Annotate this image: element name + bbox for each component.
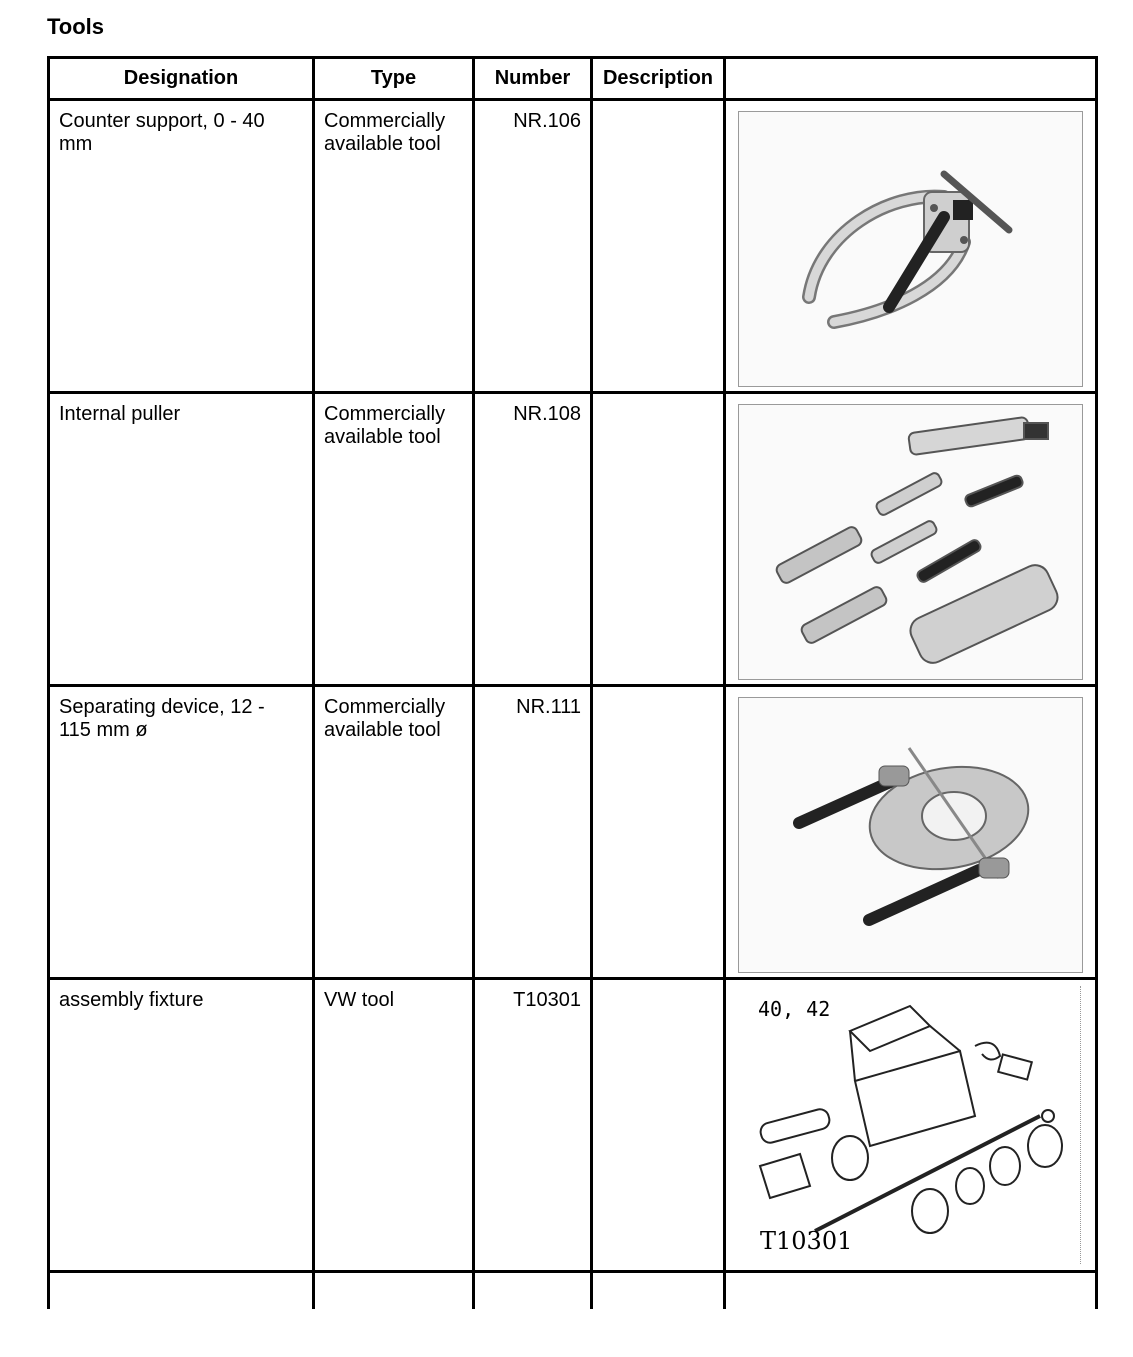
type-text: VW tool <box>324 989 395 1011</box>
type-cell <box>314 100 474 393</box>
counter-support-image <box>738 111 1083 387</box>
designation-cell <box>49 686 314 979</box>
tools-table <box>47 56 1098 1309</box>
image-cell <box>725 979 1097 1272</box>
description-cell <box>592 686 725 979</box>
separating-device-image <box>738 697 1083 973</box>
internal-puller-image <box>738 404 1083 680</box>
header-number: Number <box>474 58 592 100</box>
empty-cell <box>474 1272 592 1310</box>
type-text: Commercially available tool <box>324 110 446 155</box>
number-cell <box>474 393 592 686</box>
fixture-label-bottom: T10301 <box>760 1227 853 1255</box>
header-designation: Designation <box>49 58 314 100</box>
description-text <box>593 980 723 989</box>
table-row-continuation <box>49 1272 1097 1310</box>
designation-text: Separating device, 12 - 115 mm ø <box>59 696 265 741</box>
number-cell <box>474 686 592 979</box>
description-text <box>593 394 723 403</box>
image-cell <box>725 686 1097 979</box>
number-cell <box>474 100 592 393</box>
type-cell <box>314 979 474 1272</box>
number-text: NR.106 <box>513 110 581 132</box>
number-text: T10301 <box>513 989 581 1011</box>
header-image <box>725 58 1097 100</box>
page-title: Tools <box>47 14 105 39</box>
number-cell <box>474 979 592 1272</box>
number-text: NR.108 <box>513 403 581 425</box>
type-cell <box>314 393 474 686</box>
table-header-row <box>49 58 1097 100</box>
description-text <box>593 101 723 110</box>
fixture-label-top: 40, 42 <box>758 997 831 1021</box>
empty-cell <box>49 1272 314 1310</box>
internal-puller-drawing <box>739 405 1082 679</box>
designation-cell <box>49 100 314 393</box>
designation-text: assembly fixture <box>59 989 204 1011</box>
counter-support-drawing <box>739 112 1082 386</box>
type-text: Commercially available tool <box>324 696 446 741</box>
header-type: Type <box>314 58 474 100</box>
designation-cell <box>49 393 314 686</box>
image-cell <box>725 393 1097 686</box>
number-text: NR.111 <box>516 696 581 718</box>
table-row <box>49 979 1097 1272</box>
empty-cell <box>592 1272 725 1310</box>
empty-cell <box>314 1272 474 1310</box>
designation-text: Internal puller <box>59 403 181 425</box>
description-cell <box>592 979 725 1272</box>
table-row <box>49 393 1097 686</box>
designation-text: Counter support, 0 - 40 mm <box>59 110 265 155</box>
description-text <box>593 687 723 696</box>
empty-cell <box>725 1272 1097 1310</box>
designation-cell <box>49 979 314 1272</box>
assembly-fixture-drawing <box>730 986 1080 1264</box>
description-cell <box>592 100 725 393</box>
type-text: Commercially available tool <box>324 403 446 448</box>
table-row <box>49 100 1097 393</box>
image-cell <box>725 100 1097 393</box>
type-cell <box>314 686 474 979</box>
header-description: Description <box>592 58 725 100</box>
assembly-fixture-image <box>730 986 1081 1264</box>
table-row <box>49 686 1097 979</box>
separating-device-drawing <box>739 698 1082 972</box>
description-cell <box>592 393 725 686</box>
